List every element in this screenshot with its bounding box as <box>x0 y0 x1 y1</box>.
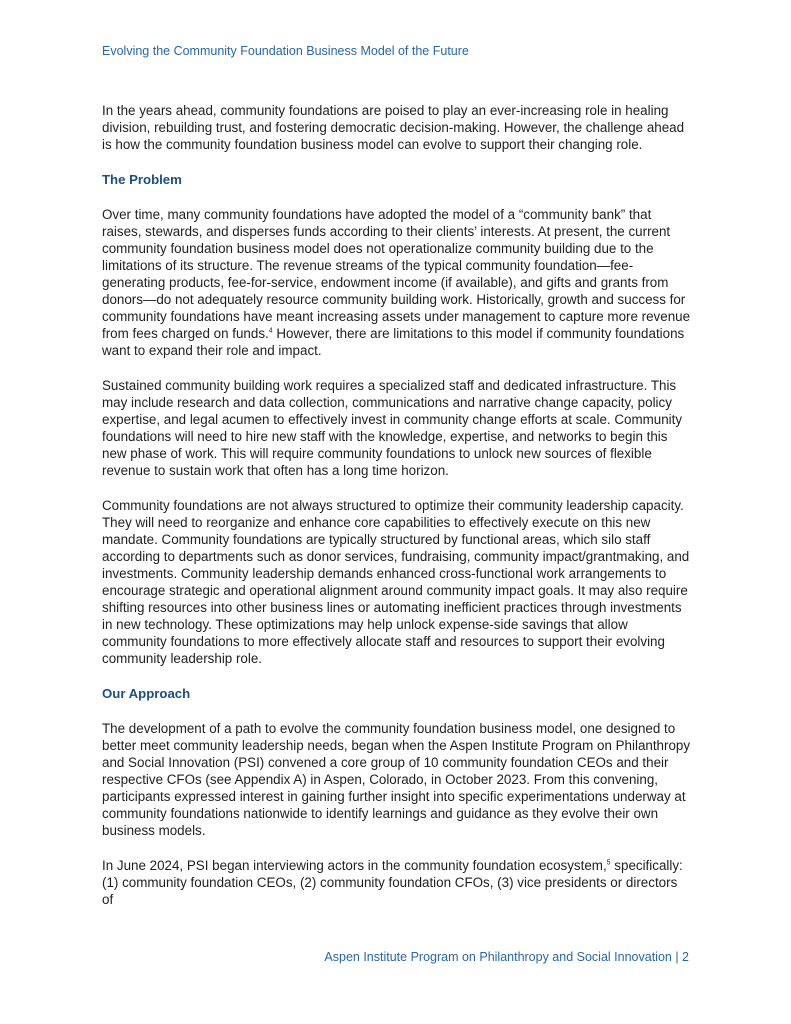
approach-paragraph-1: The development of a path to evolve the community foundation business model, one designed to better meet community leadership needs, began when the Aspen Institute Program on Philanthropy and Social Innovation (PSI) convened a core group of 10 community foundation CEOs and their respective CFOs (see Appendix A) in Aspen, Colorado, in October 2023. From this convening, participants expressed interest in gaining further insight into specific experimentations underway at community foundations nationwide to identify learnings and guidance as they evolve their own business models. <box>102 721 691 838</box>
footnote-ref-4[interactable]: 4 <box>268 327 273 335</box>
page-footer: Aspen Institute Program on Philanthropy and Social Innovation | 2 <box>324 950 689 964</box>
problem-paragraph-3: Community foundations are not always structured to optimize their community leadership capacity. They will need to reorganize and enhance core capabilities to effectively execute on this new mandate. Community foundations are typically structured by functional areas, which silo staff according to departments such as donor services, fundraising, community impact/grantmaking, and investments. Community leadership demands enhanced cross-functional work arrangements to encourage strategic and operational alignment around community impact goals. It may also require shifting resources into other business lines or automating inefficient practices through investments in new technology. These optimizations may help unlock expense-side savings that allow community foundations to more effectively allocate staff and resources to support their evolving community leadership role. <box>102 498 690 666</box>
approach-paragraph-2-text: In June 2024, PSI began interviewing actors in the community foundation ecosystem, <box>102 858 607 873</box>
problem-paragraph-1-text: Over time, many community foundations have adopted the model of a “community bank” that raises, stewards, and disperses funds according to their clients’ interests. At present, the current community foundation business model does not operationalize community building due to the limitations of its structure. The revenue streams of the typical community foundation—fee-generating products, fee-for-service, endowment income (if available), and gifts and grants from donors—do not adequately resource community building work. Historically, growth and success for community foundations have meant increasing assets under management to capture more revenue from fees charged on funds. <box>102 207 691 341</box>
footnote-ref-5[interactable]: 5 <box>606 859 611 867</box>
running-header: Evolving the Community Foundation Business Model of the Future <box>102 44 469 58</box>
problem-paragraph-1-tail: However, there are limitations to this model if community foundations want to expand their role and impact. <box>102 326 685 358</box>
problem-paragraph-1 <box>102 206 692 359</box>
approach-paragraph-2-tail: specifically: (1) community foundation CEOs, (2) community foundation CFOs, (3) vice presidents or directors of <box>102 858 683 907</box>
page-body <box>102 102 692 926</box>
section-heading-approach: Our Approach <box>102 686 191 701</box>
approach-paragraph-2 <box>102 857 692 908</box>
problem-paragraph-2: Sustained community building work requires a specialized staff and dedicated infrastructure. This may include research and data collection, communications and narrative change capacity, policy expertise, and legal acumen to effectively invest in community change efforts at scale. Community foundations will need to hire new staff with the knowledge, expertise, and networks to begin this new phase of work. This will require community foundations to unlock new sources of flexible revenue to sustain work that often has a long time horizon. <box>102 378 683 478</box>
section-heading-problem: The Problem <box>102 172 182 187</box>
intro-paragraph: In the years ahead, community foundations are poised to play an ever-increasing role in healing division, rebuilding trust, and fostering democratic decision-making. However, the challenge ahead is how the community foundation business model can evolve to support their changing role. <box>102 103 685 152</box>
